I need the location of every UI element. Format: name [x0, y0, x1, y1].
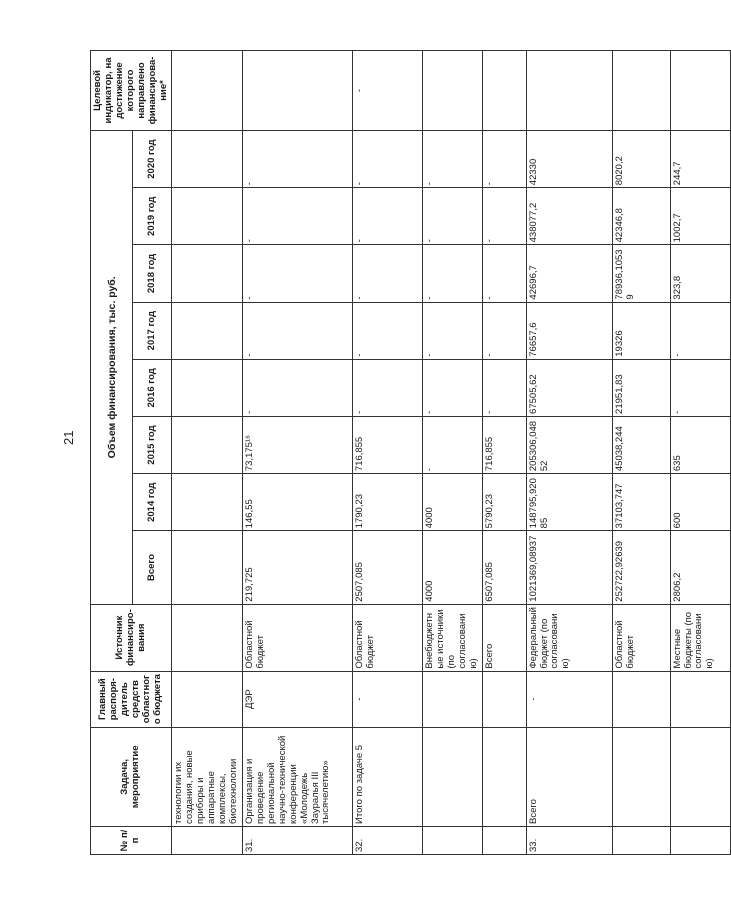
cell-y2020: - [482, 130, 526, 187]
cell-task [612, 727, 670, 826]
header-year-2015: 2015 год [133, 416, 172, 473]
cell-manager: - [526, 671, 612, 727]
header-total: Всего [133, 531, 172, 604]
cell-y2020: - [422, 130, 482, 187]
cell-task [422, 727, 482, 826]
cell-indicator [526, 51, 612, 131]
cell-y2019: - [422, 188, 482, 245]
header-indicator: Целевой индикатор, на достижение которого направлено финансирова-ние* [91, 51, 172, 131]
cell-manager [172, 671, 243, 727]
cell-y2018: 42696,7 [526, 245, 612, 302]
cell-y2018: - [422, 245, 482, 302]
cell-y2017: - [422, 302, 482, 359]
cell-num [670, 826, 730, 854]
cell-task: технологии их создания, новые приборы и аппаратные комплексы, биотехнологии [172, 727, 243, 826]
cell-y2015: 45038,244 [612, 416, 670, 473]
table-row [612, 51, 670, 855]
cell-y2017: - [242, 302, 352, 359]
cell-y2014: 5790,23 [482, 474, 526, 531]
cell-y2014 [172, 474, 243, 531]
cell-y2019 [172, 188, 243, 245]
cell-y2014: 148795,92085 [526, 474, 612, 531]
cell-source: Областной бюджет [352, 604, 422, 671]
cell-y2014: 4000 [422, 474, 482, 531]
header-year-2017: 2017 год [133, 302, 172, 359]
cell-y2016: - [242, 359, 352, 416]
cell-total [172, 531, 243, 604]
table-row [242, 51, 352, 855]
cell-source: Всего [482, 604, 526, 671]
cell-num [422, 826, 482, 854]
cell-indicator: - [352, 51, 422, 131]
header-manager: Главный распоря-дитель средств областного бюджета [91, 671, 172, 727]
cell-total: 2806,2 [670, 531, 730, 604]
cell-y2015: 205306,04852 [526, 416, 612, 473]
cell-y2019: - [242, 188, 352, 245]
header-source: Источник финансиро-вания [91, 604, 172, 671]
table-body [172, 51, 730, 855]
cell-y2018: - [242, 245, 352, 302]
cell-y2017: 76657,6 [526, 302, 612, 359]
cell-indicator [172, 51, 243, 131]
cell-y2020: - [242, 130, 352, 187]
table-row [172, 51, 243, 855]
cell-source: Областной бюджет [242, 604, 352, 671]
cell-task: Организация и проведение региональной научно-технической конференции «Молодежь Зауралья III тысячелетию» [242, 727, 352, 826]
cell-y2014: 146,55 [242, 474, 352, 531]
cell-y2016: 67505,62 [526, 359, 612, 416]
cell-manager: - [352, 671, 422, 727]
cell-manager: ДЭР [242, 671, 352, 727]
cell-y2017 [172, 302, 243, 359]
cell-y2015: 716,855 [482, 416, 526, 473]
cell-num: 31. [242, 826, 352, 854]
cell-total: 4000 [422, 531, 482, 604]
cell-y2015 [172, 416, 243, 473]
header-year-2019: 2019 год [133, 188, 172, 245]
cell-source: Внебюджетные источники (по согласованию) [422, 604, 482, 671]
header-year-2016: 2016 год [133, 359, 172, 416]
header-volume: Объем финансирования, тыс. руб. [91, 130, 133, 604]
cell-y2016: - [482, 359, 526, 416]
cell-y2015: - [422, 416, 482, 473]
cell-num: 32. [352, 826, 422, 854]
header-num: № п/п [91, 826, 172, 854]
header-year-2018: 2018 год [133, 245, 172, 302]
cell-y2019: 1002,7 [670, 188, 730, 245]
cell-task: Всего [526, 727, 612, 826]
cell-y2018: 323,8 [670, 245, 730, 302]
cell-task [670, 727, 730, 826]
cell-y2018: - [482, 245, 526, 302]
cell-task [482, 727, 526, 826]
cell-y2017: - [670, 302, 730, 359]
cell-source: Областной бюджет [612, 604, 670, 671]
cell-manager [612, 671, 670, 727]
table-row [422, 51, 482, 855]
header-year-2020: 2020 год [133, 130, 172, 187]
cell-y2020: - [352, 130, 422, 187]
cell-indicator [242, 51, 352, 131]
cell-indicator [482, 51, 526, 131]
financing-table [90, 50, 731, 855]
rotated-table-container [90, 50, 716, 855]
cell-indicator [670, 51, 730, 131]
cell-y2015: 73,175¹⁶ [242, 416, 352, 473]
cell-num [172, 826, 243, 854]
cell-y2016: - [670, 359, 730, 416]
cell-y2015: 716,855 [352, 416, 422, 473]
cell-y2017: - [482, 302, 526, 359]
table-row [670, 51, 730, 855]
cell-indicator [612, 51, 670, 131]
cell-num: 33. [526, 826, 612, 854]
cell-y2019: 42346,8 [612, 188, 670, 245]
cell-y2016: 21951,83 [612, 359, 670, 416]
cell-source [172, 604, 243, 671]
cell-task: Итого по задаче 5 [352, 727, 422, 826]
cell-num [612, 826, 670, 854]
cell-y2017: 19326 [612, 302, 670, 359]
table-row [526, 51, 612, 855]
cell-y2014: 600 [670, 474, 730, 531]
cell-y2020: 8020,2 [612, 130, 670, 187]
cell-manager [482, 671, 526, 727]
cell-manager [670, 671, 730, 727]
cell-y2016: - [422, 359, 482, 416]
cell-y2019: 438077,2 [526, 188, 612, 245]
cell-y2016: - [352, 359, 422, 416]
cell-total: 1021369,08937 [526, 531, 612, 604]
cell-indicator [422, 51, 482, 131]
table-row [482, 51, 526, 855]
cell-y2018 [172, 245, 243, 302]
cell-source: Федеральный бюджет (по согласованию) [526, 604, 612, 671]
table-row [352, 51, 422, 855]
cell-total: 2507,085 [352, 531, 422, 604]
cell-source: Местные бюджеты (по согласованию) [670, 604, 730, 671]
cell-y2017: - [352, 302, 422, 359]
cell-manager [422, 671, 482, 727]
cell-y2019: - [352, 188, 422, 245]
header-year-2014: 2014 год [133, 474, 172, 531]
cell-y2016 [172, 359, 243, 416]
cell-y2019: - [482, 188, 526, 245]
cell-total: 6507,085 [482, 531, 526, 604]
cell-num [482, 826, 526, 854]
table-header [91, 51, 172, 855]
cell-y2014: 37103,747 [612, 474, 670, 531]
cell-y2018: - [352, 245, 422, 302]
header-task: Задача, мероприятие [91, 727, 172, 826]
cell-y2020: 42330 [526, 130, 612, 187]
page-number: 21 [61, 430, 76, 445]
cell-total: 252722,92639 [612, 531, 670, 604]
cell-total: 219,725 [242, 531, 352, 604]
cell-y2015: 635 [670, 416, 730, 473]
cell-y2020 [172, 130, 243, 187]
cell-y2014: 1790,23 [352, 474, 422, 531]
cell-y2020: 244,7 [670, 130, 730, 187]
cell-y2018: 78936,10539 [612, 245, 670, 302]
